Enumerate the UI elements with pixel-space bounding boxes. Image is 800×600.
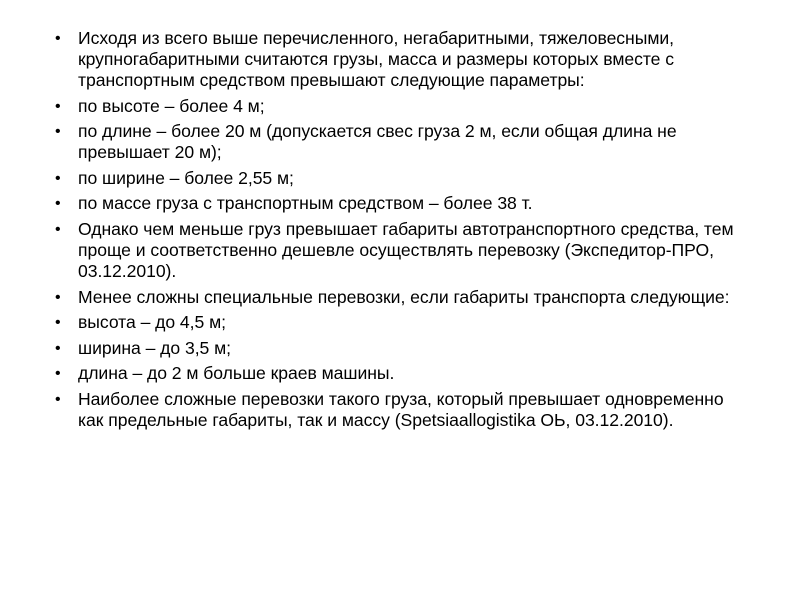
bullet-text: по высоте – более 4 м; — [78, 95, 265, 116]
bullet-text: Однако чем меньше груз превышает габариты автотранспортного средства, тем проще и соответственно дешевле осуществлять перевозку (Экспедитор-ПРО, 03.12.2010). — [78, 218, 734, 281]
bullet-item-5 — [53, 193, 742, 214]
bullet-icon: • — [55, 97, 61, 115]
bullet-icon: • — [55, 288, 61, 306]
bullet-item-10 — [53, 363, 742, 384]
bullet-item-6 — [53, 219, 742, 282]
bullet-icon: • — [55, 195, 61, 213]
bullet-icon: • — [55, 390, 61, 408]
bullet-item-2 — [53, 96, 742, 117]
bullet-text: высота – до 4,5 м; — [78, 312, 226, 333]
bullet-item-7 — [53, 287, 742, 308]
bullet-text: по ширине – более 2,55 м; — [78, 167, 294, 188]
bullet-icon: • — [55, 123, 61, 141]
bullet-icon: • — [55, 220, 61, 238]
bullet-list — [53, 28, 742, 431]
bullet-item-1 — [53, 28, 742, 91]
bullet-text: по длине – более 20 м (допускается свес груза 2 м, если общая длина не превышает 20 м); — [78, 121, 677, 163]
bullet-text: Менее сложны специальные перевозки, если габариты транспорта следующие: — [78, 286, 730, 307]
bullet-text: ширина – до 3,5 м; — [78, 337, 231, 358]
bullet-text: длина – до 2 м больше краев машины. — [78, 363, 395, 384]
bullet-item-8 — [53, 312, 742, 333]
bullet-text: Наиболее сложные перевозки такого груза, который превышает одновременно как предельные габариты, так и массу (Spetsiaallogistika ОЬ, 03.12.2010). — [78, 388, 724, 430]
bullet-item-9 — [53, 338, 742, 359]
bullet-item-3 — [53, 121, 742, 163]
bullet-icon: • — [55, 365, 61, 383]
bullet-icon: • — [55, 30, 61, 47]
bullet-icon: • — [55, 339, 61, 357]
bullet-text: Исходя из всего выше перечисленного, негабаритными, тяжеловесными, крупногабаритными считаются грузы, масса и размеры которых вместе с транспортным средством превышают следующие параметры: — [78, 28, 674, 90]
bullet-item-11 — [53, 389, 742, 431]
bullet-text: по массе груза с транспортным средством – более 38 т. — [78, 193, 533, 214]
bullet-item-4 — [53, 168, 742, 189]
bullet-icon: • — [55, 314, 61, 332]
bullet-icon: • — [55, 169, 61, 187]
